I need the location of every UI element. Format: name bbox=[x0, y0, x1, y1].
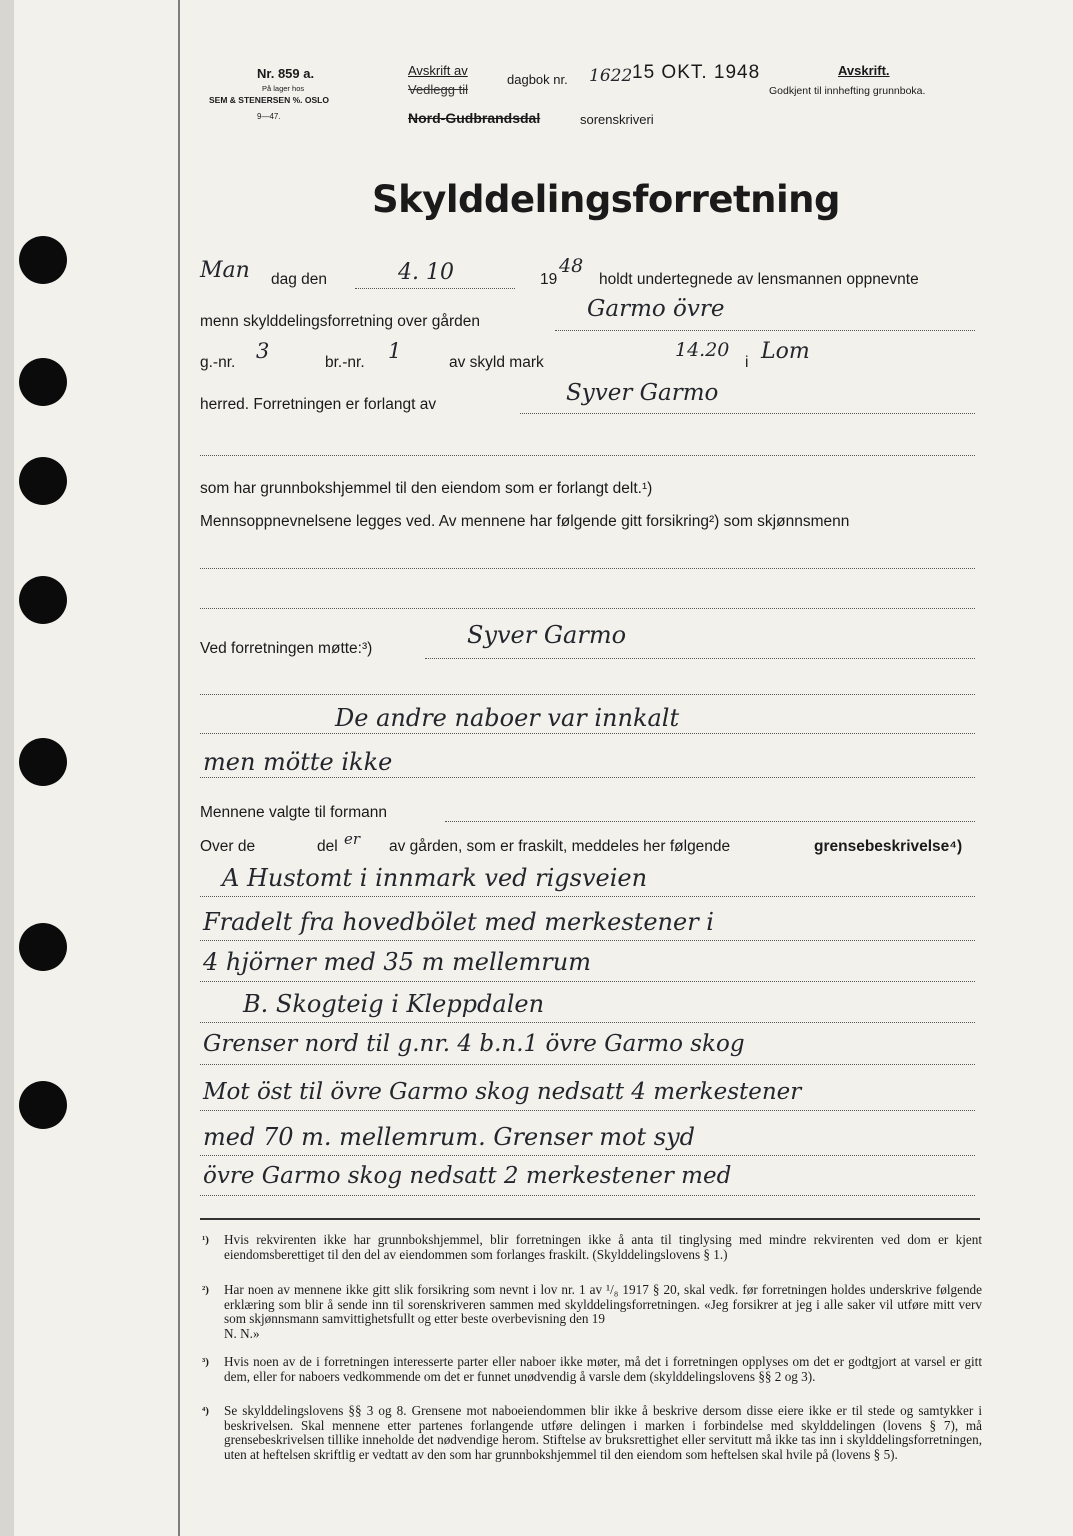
journal-label: dagbok nr. bbox=[507, 72, 568, 87]
attended-value: Syver Garmo bbox=[467, 621, 627, 649]
blank-line bbox=[200, 608, 975, 609]
label-over-de: Over de bbox=[200, 838, 256, 855]
page-title: Skylddelingsforretning bbox=[372, 178, 840, 221]
label-mennsoppnevnelse: Mennsoppnevnelsene legges ved. Av mennene har følgende gitt forsikring²) som skjønnsmenn bbox=[200, 513, 850, 530]
page-edge-shadow bbox=[0, 0, 14, 1536]
footnote-mark: ³) bbox=[202, 1356, 209, 1368]
punch-hole bbox=[19, 358, 67, 406]
punch-hole bbox=[19, 576, 67, 624]
footnote bbox=[202, 1355, 982, 1384]
footnote-mark: ⁴) bbox=[202, 1405, 209, 1417]
boundary-line: A Hustomt i innmark ved rigsveien bbox=[222, 864, 648, 892]
court-prefix: Nord-Gudbrandsdal bbox=[408, 110, 541, 126]
year-suffix: 48 bbox=[559, 255, 584, 277]
blank-line bbox=[200, 1110, 975, 1111]
punch-hole bbox=[19, 236, 67, 284]
footnote-text: Hvis rekvirenten ikke har grunnbokshjemmel, blir forretningen ikke å anta til tinglysing med mindre rekvirenten ved dom er kjent eiendomsberettiget til den del av eiendommen som forlanges fraskilt. (Skylddelingslovens § 1.) bbox=[224, 1232, 982, 1262]
label-formann: Mennene valgte til formann bbox=[200, 804, 387, 821]
boundary-line: Grenser nord til g.nr. 4 b.n.1 övre Garmo skog bbox=[203, 1031, 745, 1057]
punch-hole bbox=[19, 923, 67, 971]
blank-line bbox=[200, 455, 975, 456]
neighbours-line-1: De andre naboer var innkalt bbox=[335, 704, 680, 732]
footnote-mark: ¹) bbox=[202, 1234, 209, 1246]
blank-line bbox=[200, 1155, 975, 1156]
requested-line bbox=[520, 413, 975, 414]
farm-value: Garmo övre bbox=[587, 296, 725, 322]
footnote bbox=[202, 1233, 982, 1262]
publisher-line-1: På lager hos bbox=[262, 84, 305, 93]
court-suffix: sorenskriveri bbox=[580, 112, 654, 127]
blank-line bbox=[200, 694, 975, 695]
boundary-line: B. Skogteig i Kleppdalen bbox=[243, 990, 545, 1018]
avskrift-note: Godkjent til innhefting grunnboka. bbox=[769, 85, 926, 97]
attended-line bbox=[425, 658, 975, 659]
label-mote: Ved forretningen møtte:³) bbox=[200, 640, 373, 657]
punch-hole bbox=[19, 457, 67, 505]
footnote-text: Hvis noen av de i forretningen interesserte parter eller naboer ikke møter, må det i forretningen opplyses om det er godtgjort at varsel er gitt dem, eller for naboers vedkommende om det er funnet unødvendig å varsle dem (skylddelingslovens §§ 2 og 3). bbox=[224, 1354, 982, 1384]
year-prefix: 19 bbox=[540, 271, 558, 288]
label-dag-den: dag den bbox=[271, 271, 328, 288]
date-line bbox=[355, 288, 515, 289]
label-gnr: g.-nr. bbox=[200, 354, 236, 371]
formann-line bbox=[445, 821, 975, 822]
punch-hole bbox=[19, 738, 67, 786]
footnote bbox=[202, 1404, 982, 1462]
blank-line bbox=[200, 733, 975, 734]
requested-by-value: Syver Garmo bbox=[566, 380, 719, 406]
blank-line bbox=[200, 896, 975, 897]
blank-line bbox=[200, 777, 975, 778]
label-grunnbok: som har grunnbokshjemmel til den eiendom som er forlangt delt.¹) bbox=[200, 480, 653, 497]
publisher-line-2: SEM & STENERSEN %. OSLO bbox=[209, 95, 329, 105]
boundary-line: övre Garmo skog nedsatt 2 merkestener med bbox=[203, 1163, 732, 1189]
boundary-line: 4 hjörner med 35 m mellemrum bbox=[203, 948, 591, 976]
del-suffix: er bbox=[344, 830, 361, 848]
gnr-value: 3 bbox=[256, 339, 270, 363]
farm-line bbox=[555, 330, 975, 331]
blank-line bbox=[200, 940, 975, 941]
footnote-text: Har noen av mennene ikke gitt slik forsikring som nevnt i lov nr. 1 av ¹/₈ 1917 § 20, skal vedk. før forretningen holdes underskrive følgende erklæring som blir å sende inn til sorenskriveren sammen med skylddelingsforretningen. «Jeg forsikrer at jeg i alle saker vil utføre mitt verv som skjønnsmann samvittighetsfullt og etter beste overbevisning den 19 N. N.» bbox=[224, 1282, 982, 1341]
weekday-value: Man bbox=[200, 258, 250, 283]
footnote-divider bbox=[200, 1218, 980, 1220]
label-menn: menn skylddelingsforretning over gården bbox=[200, 313, 481, 330]
footnote-mark: ²) bbox=[202, 1284, 209, 1296]
label-holdt: holdt undertegnede av lensmannen oppnevnte bbox=[599, 271, 919, 288]
label-brnr: br.-nr. bbox=[325, 354, 365, 371]
date-value: 4. 10 bbox=[398, 260, 454, 285]
municipality-value: Lom bbox=[761, 339, 810, 364]
label-grensebeskrivelse: grensebeskrivelse⁴) bbox=[814, 838, 963, 855]
label-skyld: av skyld mark bbox=[449, 354, 544, 371]
print-date: 9—47. bbox=[257, 112, 281, 121]
form-number: Nr. 859 a. bbox=[257, 66, 315, 81]
blank-line bbox=[200, 1195, 975, 1196]
boundary-line: med 70 m. mellemrum. Grenser mot syd bbox=[203, 1123, 695, 1151]
label-del: del bbox=[317, 838, 338, 855]
blank-line bbox=[200, 1022, 975, 1023]
avskrift-title: Avskrift. bbox=[838, 63, 890, 78]
skyld-value: 14.20 bbox=[675, 339, 730, 361]
brnr-value: 1 bbox=[388, 339, 402, 363]
label-av-garden: av gården, som er fraskilt, meddeles her følgende bbox=[389, 838, 731, 855]
blank-line bbox=[200, 568, 975, 569]
footnote-text: Se skylddelingslovens §§ 3 og 8. Grensene mot naboeiendommen blir ikke å beskrive dersom disse eiere ikke er til stede og samtykker i beskrivelsen. Skal mennene etter partenes forlangende utføre delingen i marken i forbindelse med skylddelingen (lovens § 7), må grensebeskrivelsen tillike inneholde det nødvendige herom. Stiftelse av bruksrettighet eller servitutt må ikke tas inn i skylddelingsforretningen, uten at heftelsen skriftlig er vedtatt av den som har grunnbokshjemmel til den eiendom som heftelsen skal hvile på (lovens § 5). bbox=[224, 1403, 982, 1462]
attachment-label: Vedlegg til bbox=[408, 82, 468, 97]
footnote bbox=[202, 1283, 982, 1341]
blank-line bbox=[200, 981, 975, 982]
boundary-line: Mot öst til övre Garmo skog nedsatt 4 merkestener bbox=[203, 1079, 802, 1105]
label-herred: herred. Forretningen er forlangt av bbox=[200, 396, 437, 413]
neighbours-line-2: men mötte ikke bbox=[203, 748, 393, 776]
label-i: i bbox=[745, 354, 749, 371]
blank-line bbox=[200, 1064, 975, 1065]
punch-hole bbox=[19, 1081, 67, 1129]
boundary-line: Fradelt fra hovedbölet med merkestener i bbox=[203, 908, 714, 936]
copy-label: Avskrift av bbox=[408, 63, 468, 78]
journal-number: 1622 bbox=[589, 66, 633, 86]
margin-line bbox=[178, 0, 180, 1536]
date-stamp: 15 OKT. 1948 bbox=[632, 62, 761, 83]
